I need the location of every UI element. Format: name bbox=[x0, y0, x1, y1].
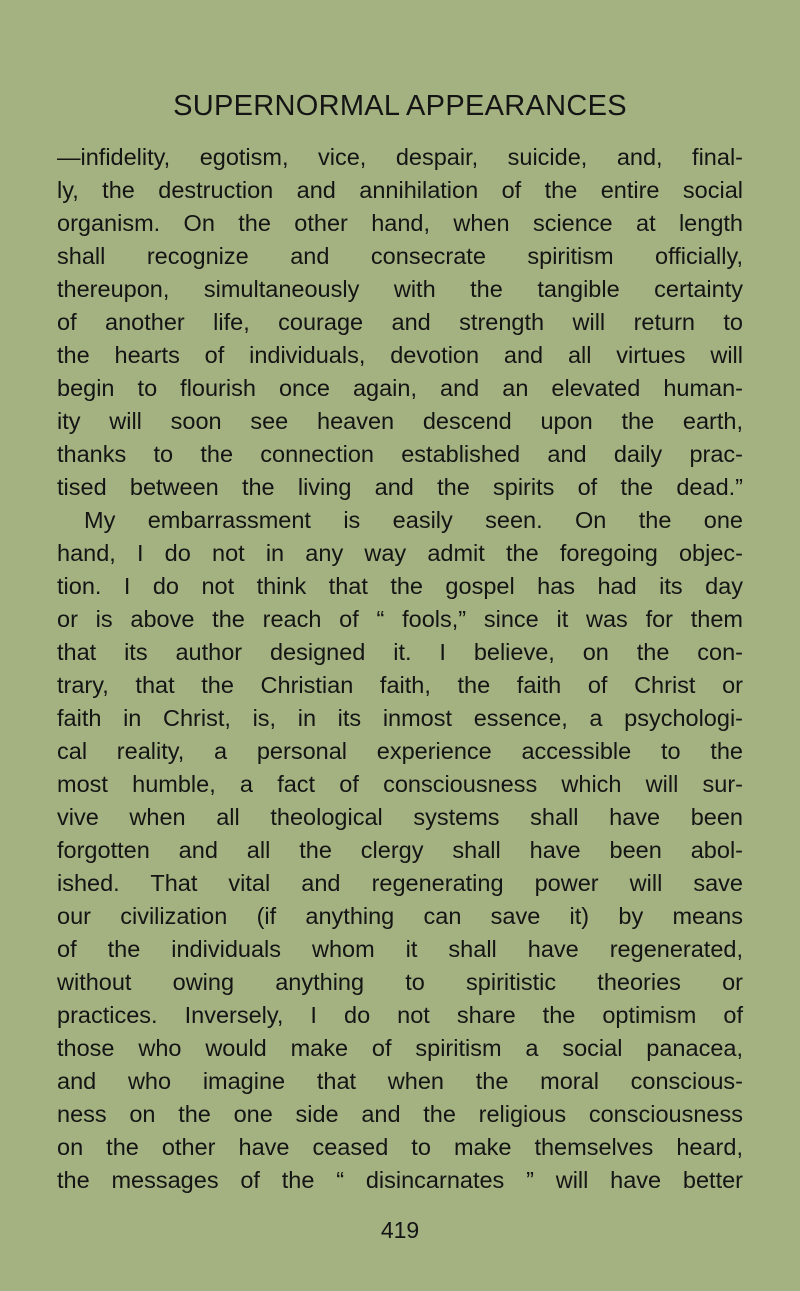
text-line: organism. On the other hand, when science at length bbox=[57, 210, 743, 237]
running-head: SUPERNORMAL APPEARANCES bbox=[173, 90, 627, 122]
text-line: those who would make of spiritism a social panacea, bbox=[57, 1035, 743, 1062]
body-text bbox=[57, 141, 743, 1198]
text-line: ished. That vital and regenerating power will save bbox=[57, 870, 743, 897]
text-line: My embarrassment is easily seen. On the one bbox=[84, 507, 743, 534]
text-line: of the individuals whom it shall have regenerated, bbox=[57, 936, 743, 963]
page-number: 419 bbox=[380, 1217, 420, 1243]
text-line: thereupon, simultaneously with the tangible certainty bbox=[57, 276, 743, 303]
text-line: without owing anything to spiritistic theories or bbox=[57, 969, 743, 996]
text-line: practices. Inversely, I do not share the optimism of bbox=[57, 1002, 743, 1029]
text-line: our civilization (if anything can save it) by means bbox=[57, 903, 743, 930]
text-line: ity will soon see heaven descend upon the earth, bbox=[57, 408, 743, 435]
text-line: of another life, courage and strength will return to bbox=[57, 309, 743, 336]
text-line: cal reality, a personal experience accessible to the bbox=[57, 738, 743, 765]
text-line: and who imagine that when the moral conscious- bbox=[57, 1068, 743, 1095]
text-line: the hearts of individuals, devotion and all virtues will bbox=[57, 342, 743, 369]
text-line: on the other have ceased to make themselves heard, bbox=[57, 1134, 743, 1161]
text-line: shall recognize and consecrate spiritism officially, bbox=[57, 243, 743, 270]
text-line: —infidelity, egotism, vice, despair, suicide, and, final- bbox=[57, 144, 743, 170]
text-line: ly, the destruction and annihilation of the entire social bbox=[57, 177, 743, 204]
text-line: vive when all theological systems shall have been bbox=[57, 804, 743, 831]
text-line: ness on the one side and the religious consciousness bbox=[57, 1101, 743, 1128]
text-line: most humble, a fact of consciousness which will sur- bbox=[57, 771, 743, 798]
text-line: faith in Christ, is, in its inmost essence, a psychologi- bbox=[57, 705, 743, 732]
text-line: the messages of the “ disincarnates ” will have better bbox=[57, 1167, 743, 1194]
text-line: hand, I do not in any way admit the foregoing objec- bbox=[57, 540, 743, 567]
text-line: trary, that the Christian faith, the faith of Christ or bbox=[57, 672, 743, 699]
text-line: tion. I do not think that the gospel has had its day bbox=[57, 573, 743, 600]
text-line: that its author designed it. I believe, on the con- bbox=[57, 639, 743, 666]
text-line: or is above the reach of “ fools,” since it was for them bbox=[57, 606, 743, 633]
text-line: tised between the living and the spirits of the dead.” bbox=[57, 474, 743, 501]
text-line: begin to flourish once again, and an elevated human- bbox=[57, 375, 743, 402]
text-line: thanks to the connection established and daily prac- bbox=[57, 441, 743, 468]
text-line: forgotten and all the clergy shall have been abol- bbox=[57, 837, 743, 864]
